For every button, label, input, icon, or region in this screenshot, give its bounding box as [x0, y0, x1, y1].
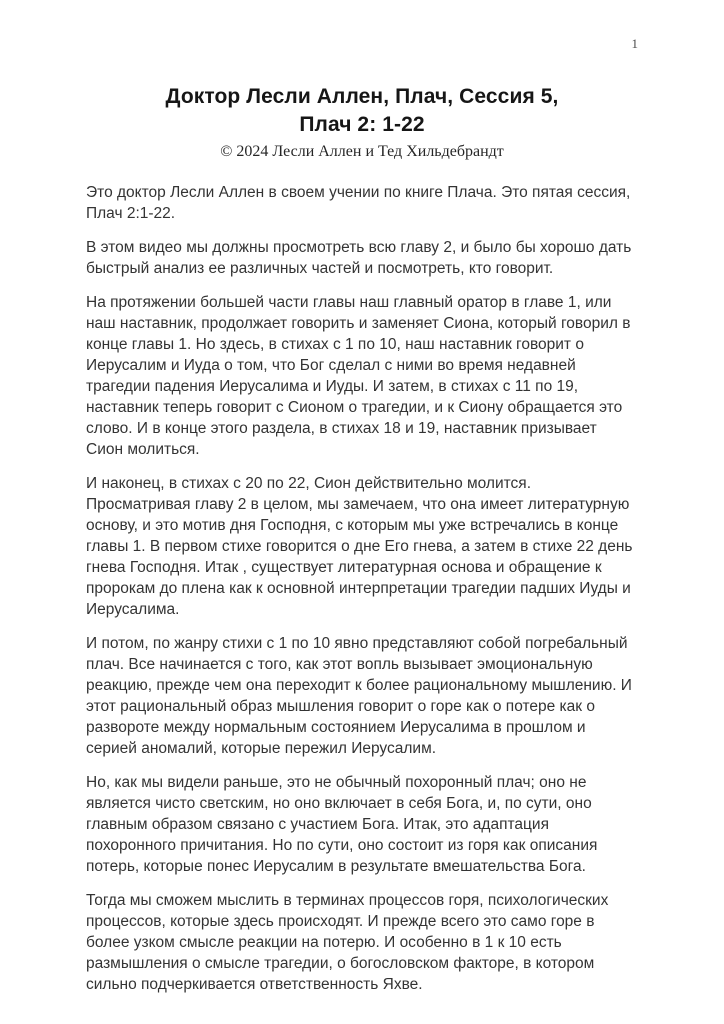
paragraph: Тогда мы сможем мыслить в терминах процессов горя, психологических процессов, которые здесь происходят. И прежде всего это само горе в более узком смысле реакции на потерю. И особенно в 1 к 10 есть размышления о смысле трагедии, о богословском факторе, в котором сильно подчеркивается ответственность Яхве.: [86, 892, 609, 993]
document-body: [86, 182, 638, 995]
paragraph: В этом видео мы должны просмотреть всю главу 2, и было бы хорошо дать быстрый анализ ее различных частей и посмотреть, кто говорит.: [86, 239, 632, 277]
page-content: [86, 0, 638, 1008]
paragraph: И наконец, в стихах с 20 по 22, Сион действительно молится. Просматривая главу 2 в целом, мы замечаем, что она имеет литературную основу, и это мотив дня Господня, с которым мы уже встречались в конце главы 1. В первом стихе говорится о дне Его гнева, а затем в стихе 22 день гнева Господня. Итак , существует литературная основа и обращение к пророкам до плена как к основной интерпретации трагедии падших Иуды и Иерусалима.: [86, 475, 633, 618]
copyright-line: © 2024 Лесли Аллен и Тед Хильдебрандт: [220, 143, 504, 160]
page-number: 1: [631, 36, 638, 51]
paragraph: Это доктор Лесли Аллен в своем учении по книге Плача. Это пятая сессия, Плач 2:1-22.: [86, 184, 631, 222]
document-title: [86, 83, 638, 139]
paragraph: Но, как мы видели раньше, это не обычный похоронный плач; оно не является чисто светским, но оно включает в себя Бога, и, по сути, оно главным образом связано с участием Бога. Итак, это адаптация похоронного причитания. Но по сути, оно состоит из горя как описания потерь, которые понес Иерусалим в результате вмешательства Бога.: [86, 774, 598, 875]
document-title-line1: Доктор Лесли Аллен, Плач, Сессия 5,: [165, 85, 559, 108]
paragraph: На протяжении большей части главы наш главный оратор в главе 1, или наш наставник, продолжает говорить и заменяет Сиона, который говорил в конце главы 1. Но здесь, в стихах с 1 по 10, наш наставник говорит о Иерусалим и Иуда о том, что Бог сделал с ними во время недавней трагедии падения Иерусалима и Иуды. И затем, в стихах с 11 по 19, наставник теперь говорит с Сионом о трагедии, и к Сиону обращается это слово. И в конце этого раздела, в стихах 18 и 19, наставник призывает Сион молиться.: [86, 294, 631, 458]
document-title-line2: Плач 2: 1-22: [299, 113, 425, 136]
paragraph: И потом, по жанру стихи с 1 по 10 явно представляют собой погребальный плач. Все начинается с того, как этот вопль вызывает эмоциональную реакцию, прежде чем она переходит к более рациональному мышлению. И этот рациональный образ мышления говорит о горе как о потере как о развороте между нормальным состоянием Иерусалима в прошлом и серией аномалий, которые пережил Иерусалим.: [86, 635, 632, 757]
